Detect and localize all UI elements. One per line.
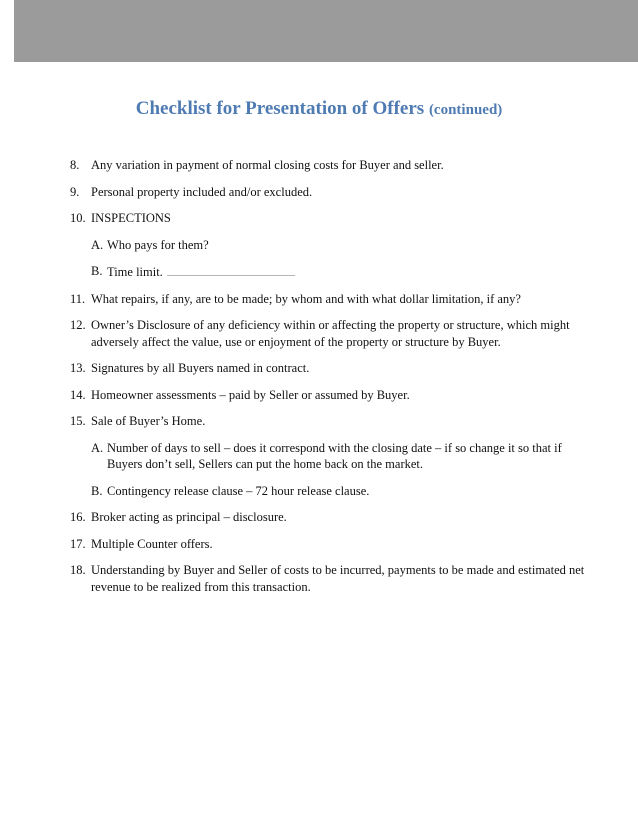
item-number: 9. <box>70 184 80 199</box>
item-text: Sale of Buyer’s Home. <box>91 414 206 428</box>
checklist-item-17 <box>70 536 600 553</box>
item-text: Homeowner assessments – paid by Seller or assumed by Buyer. <box>91 387 410 402</box>
checklist-subitem-10b <box>91 263 600 281</box>
item-text: Any variation in payment of normal closing costs for Buyer and seller. <box>91 158 444 172</box>
checklist-subitem-15a <box>91 440 600 473</box>
subitem-letter: B. <box>91 264 103 278</box>
checklist-item-10 <box>70 210 600 281</box>
item-text: Signatures by all Buyers named in contract. <box>91 361 310 375</box>
item-text: Personal property included and/or excluded. <box>91 184 313 199</box>
checklist-item-15 <box>70 413 600 499</box>
item-number: 14. <box>70 387 86 402</box>
item-number: 17. <box>70 536 86 551</box>
checklist <box>70 157 600 605</box>
checklist-subitem-10a <box>91 237 600 254</box>
checklist-item-12 <box>70 317 600 350</box>
checklist-item-13 <box>70 360 600 377</box>
item-number: 12. <box>70 318 86 332</box>
item-number: 8. <box>70 158 80 172</box>
checklist-item-8 <box>70 157 600 174</box>
subitem-text: Contingency release clause – 72 hour release clause. <box>107 483 370 498</box>
checklist-subitem-15b <box>91 483 600 500</box>
checklist-item-16 <box>70 509 600 526</box>
item-text: INSPECTIONS <box>91 211 171 225</box>
item-number: 18. <box>70 563 86 577</box>
checklist-item-11 <box>70 291 600 308</box>
item-number: 16. <box>70 510 86 524</box>
time-limit-blank-line[interactable] <box>167 263 295 276</box>
item-text: What repairs, if any, are to be made; by whom and with what dollar limitation, if any? <box>91 291 521 306</box>
item-number: 15. <box>70 414 86 428</box>
item-text: Broker acting as principal – disclosure. <box>91 510 287 524</box>
subitem-letter: A. <box>91 237 104 252</box>
title-sub: (continued) <box>428 102 503 118</box>
page-title <box>0 98 638 120</box>
header-bar <box>14 0 638 62</box>
checklist-item-18 <box>70 562 600 595</box>
title-main: Checklist for Presentation of Offers <box>135 98 425 119</box>
item-text: Owner’s Disclosure of any deficiency within or affecting the property or structure, which might adversely affect the value, use or enjoyment of the property or structure by Buyer. <box>91 318 570 349</box>
subitem-letter: B. <box>91 483 103 498</box>
subitem-text: Number of days to sell – does it correspond with the closing date – if so change it so that if Buyers don’t sell, Sellers can put the home back on the market. <box>107 440 562 471</box>
subitem-text-wrap <box>91 263 600 281</box>
checklist-item-14 <box>70 387 600 404</box>
subitem-text: Who pays for them? <box>107 237 209 252</box>
item-number: 13. <box>70 361 86 375</box>
subitem-text: Time limit. <box>107 265 163 279</box>
item-number: 11. <box>70 291 86 306</box>
item-text: Multiple Counter offers. <box>91 536 213 551</box>
item-number: 10. <box>70 211 86 225</box>
subitem-letter: A. <box>91 440 104 455</box>
checklist-item-9 <box>70 184 600 201</box>
item-text: Understanding by Buyer and Seller of costs to be incurred, payments to be made and estimated net revenue to be realized from this transaction. <box>91 563 585 594</box>
